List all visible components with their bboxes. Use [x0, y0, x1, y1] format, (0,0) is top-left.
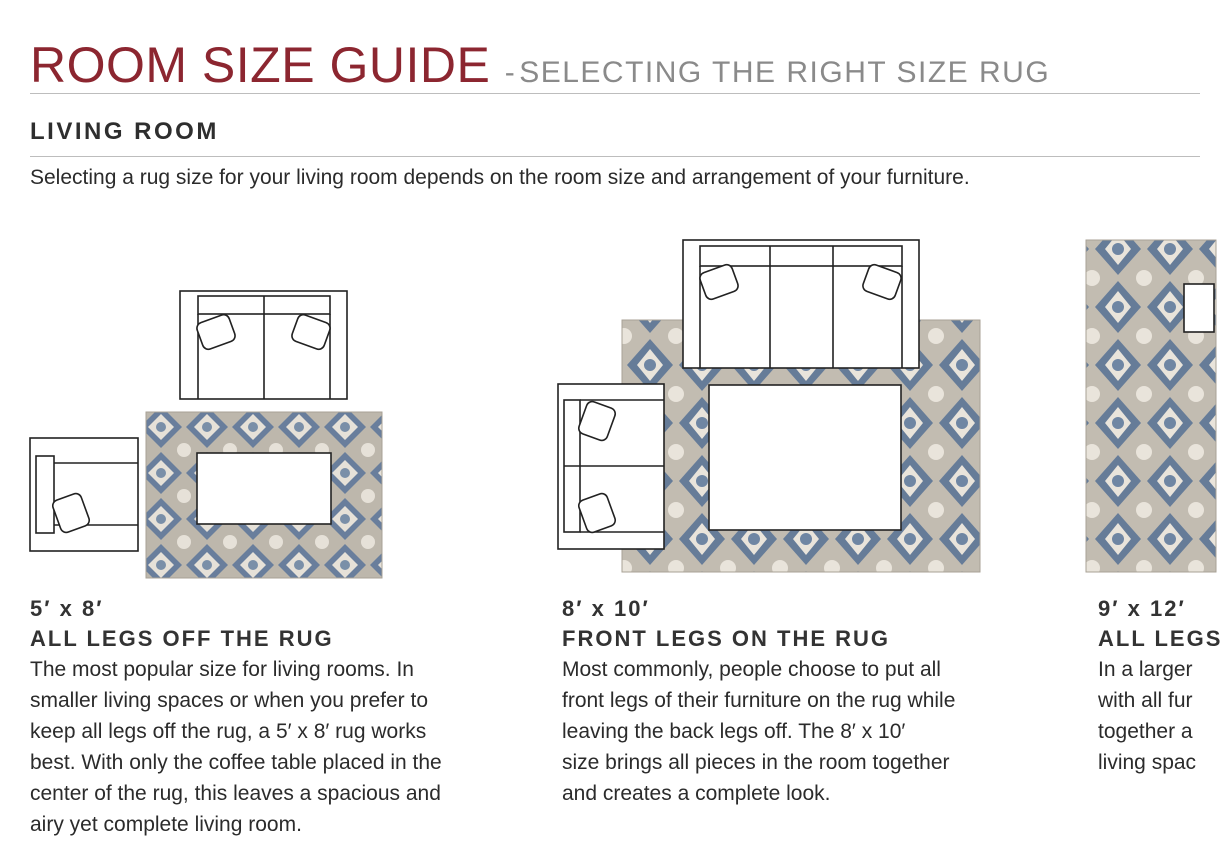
- header-divider: [30, 93, 1200, 94]
- option-size: 9′ x 12′: [1098, 596, 1186, 621]
- option-description: [30, 654, 500, 840]
- description-line: front legs of their furniture on the rug while: [562, 689, 956, 712]
- coffee-table: [197, 453, 331, 524]
- option-description: [562, 654, 1032, 809]
- page-title: ROOM SIZE GUIDE: [30, 37, 491, 93]
- section-divider: [30, 156, 1200, 157]
- description-line: smaller living spaces or when you prefer to: [30, 689, 429, 712]
- option-5x8: [30, 596, 500, 840]
- layout-9x12: [1086, 240, 1216, 572]
- description-line: center of the rug, this leaves a spacious and: [30, 782, 441, 805]
- layout-illustrations: [0, 220, 1200, 590]
- description-line: Most commonly, people choose to put all: [562, 658, 941, 681]
- sofa-edge: [1184, 284, 1214, 332]
- armchair: [30, 438, 138, 551]
- page-header: [30, 36, 1050, 94]
- sofa: [683, 240, 919, 368]
- section-intro: Selecting a rug size for your living room depends on the room size and arrangement of your furniture.: [30, 166, 970, 189]
- title-separator: -: [504, 56, 515, 89]
- option-8x10: [562, 596, 1032, 809]
- section-title: LIVING ROOM: [30, 118, 219, 145]
- option-size: 8′ x 10′: [562, 596, 650, 621]
- layout-5x8: [30, 291, 382, 578]
- coffee-table: [709, 385, 901, 530]
- description-line: together a: [1098, 720, 1193, 743]
- description-line: leaving the back legs off. The 8′ x 10′: [562, 720, 906, 743]
- sofa: [180, 291, 347, 399]
- description-line: airy yet complete living room.: [30, 813, 302, 836]
- description-line: The most popular size for living rooms. In: [30, 658, 414, 681]
- layout-8x10: [558, 240, 980, 572]
- description-line: keep all legs off the rug, a 5′ x 8′ rug works: [30, 720, 427, 743]
- option-size: 5′ x 8′: [30, 596, 104, 621]
- description-line: living spac: [1098, 751, 1197, 774]
- option-heading: ALL LEGS OFF THE RUG: [30, 626, 334, 651]
- description-line: and creates a complete look.: [562, 782, 831, 805]
- loveseat: [558, 384, 664, 549]
- description-line: In a larger: [1098, 658, 1193, 681]
- option-heading: FRONT LEGS ON THE RUG: [562, 626, 890, 651]
- page-subtitle: SELECTING THE RIGHT SIZE RUG: [519, 56, 1051, 89]
- description-line: size brings all pieces in the room together: [562, 751, 950, 774]
- description-line: with all fur: [1098, 689, 1193, 712]
- option-heading: ALL LEGS: [1098, 626, 1222, 651]
- option-9x12: [1098, 596, 1222, 778]
- option-description: [1098, 654, 1200, 778]
- description-line: best. With only the coffee table placed in the: [30, 751, 442, 774]
